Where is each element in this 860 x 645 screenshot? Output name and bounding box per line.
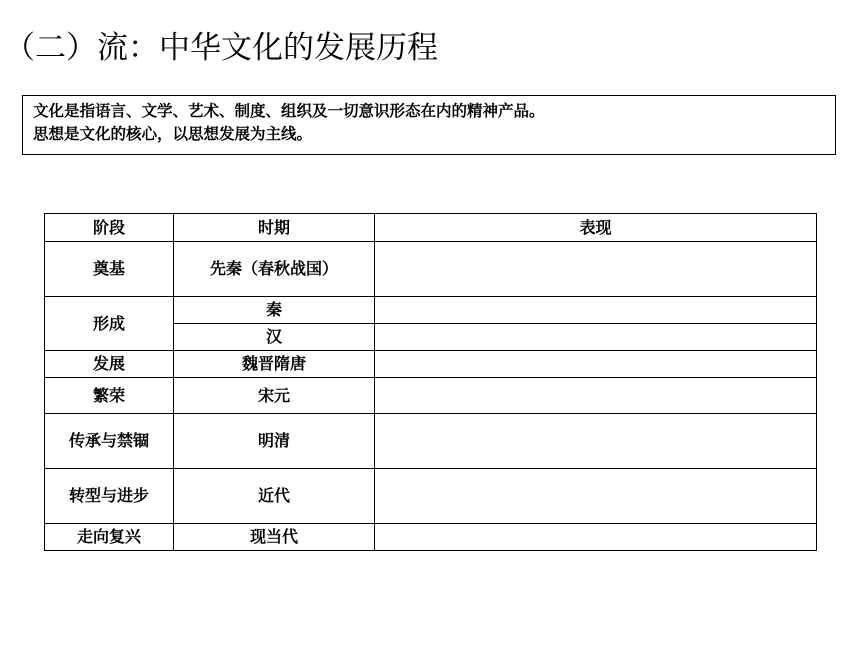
expression-cell[interactable] <box>375 297 817 324</box>
period-cell: 秦 <box>174 297 375 324</box>
period-cell: 明清 <box>174 414 375 469</box>
expression-cell[interactable] <box>375 351 817 378</box>
table-row <box>45 351 817 378</box>
header-expression: 表现 <box>375 214 817 242</box>
definition-line-1: 文化是指语言、文学、艺术、制度、组织及一切意识形态在内的精神产品。 <box>33 102 545 120</box>
page-title: （二）流：中华文化的发展历程 <box>4 30 438 66</box>
culture-development-table <box>44 213 817 551</box>
table-row <box>45 414 817 469</box>
stage-cell: 走向复兴 <box>45 524 174 551</box>
period-cell: 宋元 <box>174 378 375 414</box>
expression-cell[interactable] <box>375 242 817 297</box>
expression-cell[interactable] <box>375 378 817 414</box>
stage-cell: 转型与进步 <box>45 469 174 524</box>
definition-line-2: 思想是文化的核心，以思想发展为主线。 <box>33 125 313 143</box>
expression-cell[interactable] <box>375 524 817 551</box>
stage-cell: 奠基 <box>45 242 174 297</box>
table-row <box>45 524 817 551</box>
header-period: 时期 <box>174 214 375 242</box>
table-row <box>45 297 817 324</box>
table-row <box>45 469 817 524</box>
period-cell: 近代 <box>174 469 375 524</box>
stage-cell: 繁荣 <box>45 378 174 414</box>
expression-cell[interactable] <box>375 469 817 524</box>
stage-cell: 发展 <box>45 351 174 378</box>
period-cell: 先秦（春秋战国） <box>174 242 375 297</box>
stage-cell: 传承与禁锢 <box>45 414 174 469</box>
period-cell: 汉 <box>174 324 375 351</box>
definition-box <box>22 95 836 155</box>
period-cell: 现当代 <box>174 524 375 551</box>
expression-cell[interactable] <box>375 414 817 469</box>
table-row <box>45 378 817 414</box>
stage-cell: 形成 <box>45 297 174 351</box>
period-cell: 魏晋隋唐 <box>174 351 375 378</box>
expression-cell[interactable] <box>375 324 817 351</box>
table-header-row <box>45 214 817 242</box>
table-row <box>45 242 817 297</box>
header-stage: 阶段 <box>45 214 174 242</box>
